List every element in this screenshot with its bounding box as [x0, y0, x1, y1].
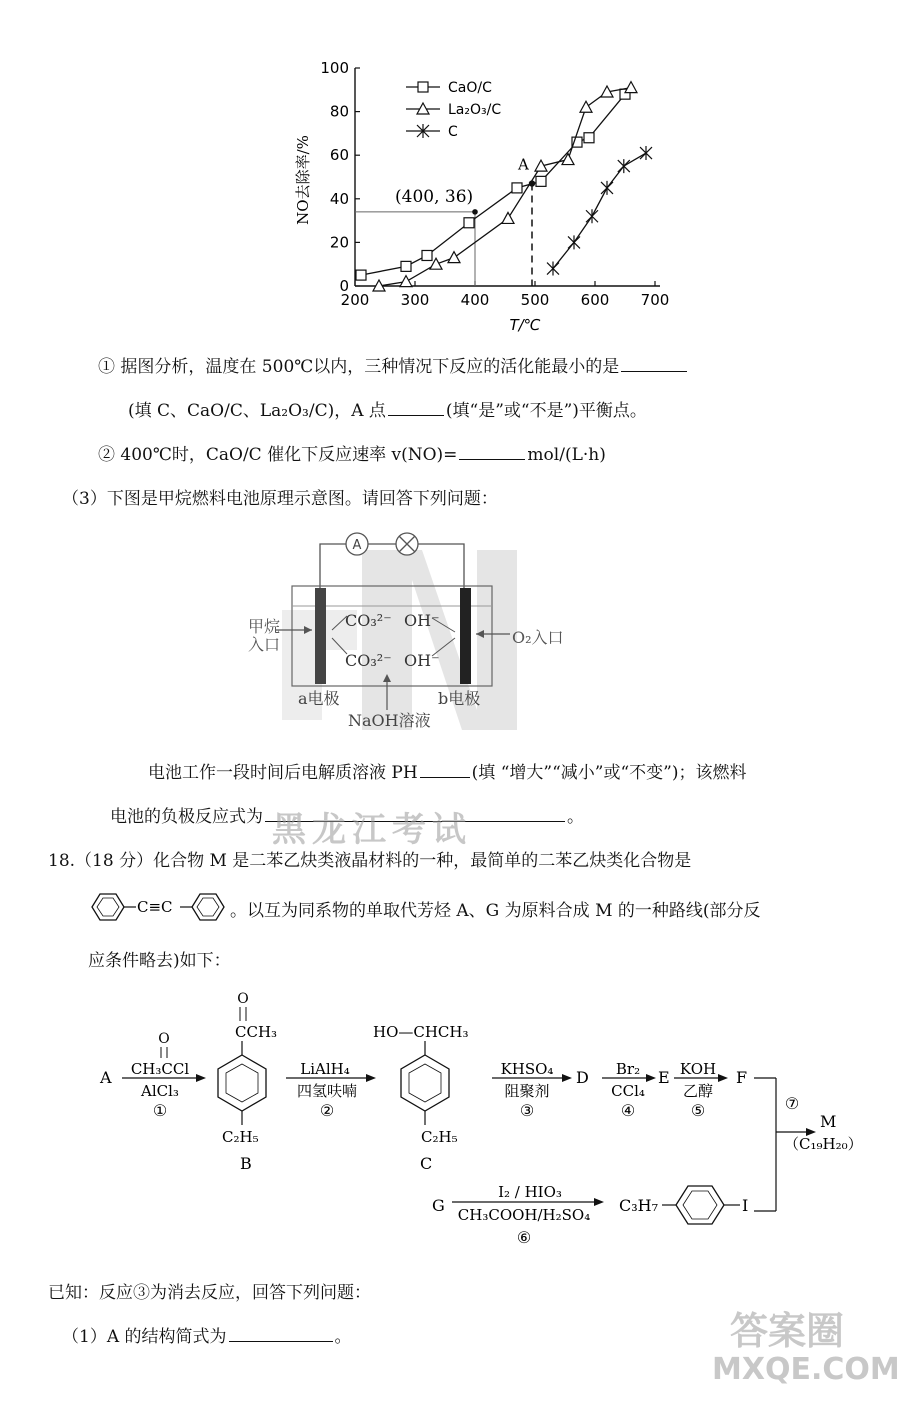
q3-text2: 电池的负极反应式为 [110, 807, 263, 827]
compound-e: E [658, 1068, 670, 1087]
ion-hydroxide-2: OH⁻ [404, 651, 440, 670]
r2-reagent: LiAlH₄ [300, 1060, 350, 1078]
r2-solvent: 四氢呋喃 [296, 1082, 358, 1100]
y-tick-label: 60 [329, 146, 349, 165]
c-ethyl-group: C₂H₅ [421, 1128, 458, 1146]
data-point-cross [640, 146, 652, 160]
annotation-point-a: A [518, 155, 529, 174]
data-point-triangle [580, 101, 592, 112]
answer-blank[interactable] [229, 1340, 333, 1342]
legend-label: La₂O₃/C [448, 102, 502, 118]
x-tick-label: 300 [400, 291, 430, 309]
data-point-square [422, 250, 432, 260]
data-point-triangle [625, 82, 637, 93]
q18-line2 [88, 890, 888, 924]
legend-label: CaO/C [448, 80, 492, 96]
r3-number: ③ [519, 1101, 535, 1120]
x-tick-label: 200 [340, 291, 370, 309]
point-a [529, 180, 535, 186]
r5-reagent: KOH [679, 1060, 717, 1078]
q2-item2-text-b: mol/(L·h) [527, 445, 606, 465]
b-benzene-ring [218, 1055, 266, 1111]
series-line [553, 153, 646, 269]
r7-number: ⑦ [784, 1094, 800, 1113]
answer-blank[interactable] [420, 776, 470, 778]
q18-sub1-end: 。 [334, 1327, 352, 1347]
methane-inlet-label-1: 甲烷 [248, 617, 281, 636]
ion-carbonate-2: CO₃²⁻ [345, 651, 392, 670]
compound-f: F [736, 1068, 748, 1087]
c-hydroxyethyl-group: HO—CHCH₃ [373, 1023, 469, 1041]
m-formula: （C₁₉H₂₀） [784, 1135, 863, 1153]
iodide-propyl-group: C₃H₇ [619, 1196, 659, 1215]
answer-blank[interactable] [621, 370, 687, 372]
data-point-cross [618, 159, 630, 173]
q2-item1-line1 [98, 352, 689, 377]
q2-item1-line2 [128, 396, 647, 421]
y-tick-label: 20 [329, 233, 349, 252]
synthesis-scheme [90, 985, 880, 1255]
r1-oxygen: O [158, 1031, 170, 1047]
q18-known: 已知：反应③为消去反应，回答下列问题： [48, 1283, 371, 1303]
compound-d: D [576, 1068, 589, 1087]
b-ethyl-group: C₂H₅ [222, 1128, 259, 1146]
electrode-a-label: a电极 [298, 689, 340, 708]
q2-item1-text-b: (填 C、CaO/C、La₂O₃/C)，A 点 [128, 401, 386, 421]
r5-solvent: 乙醇 [682, 1082, 714, 1100]
q18-header: 18.（18 分）化合物 M 是二苯乙炔类液晶材料的一种，最简单的二苯乙炔类化合物是 [48, 851, 692, 871]
q2-item2-text-a: ② 400℃时，CaO/C 催化下反应速率 v(NO)= [98, 445, 458, 465]
data-point-square [464, 218, 474, 228]
series-cross [547, 146, 652, 276]
q18-sub1 [62, 1322, 352, 1347]
r6-number: ⑥ [516, 1228, 532, 1247]
data-point-square [512, 183, 522, 193]
q18-text-b: 应条件略去)如下： [88, 951, 231, 971]
r5-number: ⑤ [690, 1101, 706, 1120]
watermark-text: 黑龙江考试 [272, 810, 472, 850]
data-point-square [536, 176, 546, 186]
diphenylacetylene-structure [88, 890, 233, 924]
r1-catalyst: AlCl₃ [141, 1082, 179, 1100]
c-benzene-ring [401, 1055, 449, 1111]
data-point-triangle [448, 252, 460, 263]
data-point-square [356, 270, 366, 280]
q3-text-line1 [148, 758, 747, 783]
ion-carbonate-1: CO₃²⁻ [345, 611, 392, 630]
r4-solvent: CCl₄ [611, 1082, 645, 1100]
q3-text1-a: 电池工作一段时间后电解质溶液 PH [148, 763, 418, 783]
electrode-a [315, 588, 326, 684]
q3-text1-b: (填 “增大”“减小”或“不变”)；该燃料 [471, 763, 747, 783]
answer-blank[interactable] [459, 458, 525, 460]
data-point-cross [547, 262, 559, 276]
compound-g: G [432, 1196, 445, 1215]
x-tick-label: 600 [580, 291, 610, 309]
x-tick-label: 500 [520, 291, 550, 309]
electrode-b [460, 588, 471, 684]
electrolyte-label: NaOH溶液 [348, 711, 431, 730]
data-point-square [584, 133, 594, 143]
corner-watermark-logo: 答案圈 [730, 1309, 845, 1353]
r4-number: ④ [620, 1101, 636, 1120]
compound-m: M [820, 1112, 837, 1131]
series-line [361, 94, 625, 275]
compound-b: B [240, 1154, 252, 1173]
r6-conditions: CH₃COOH/H₂SO₄ [457, 1206, 591, 1224]
b-oxygen: O [237, 991, 249, 1007]
x-tick-label: 700 [640, 291, 670, 309]
data-point-triangle [400, 276, 412, 287]
r2-number: ② [319, 1101, 335, 1120]
q18-text-a: 。以互为同系物的单取代芳烃 A、G 为原料合成 M 的一种路线(部分反 [230, 901, 761, 921]
y-axis-label: NO去除率/% [294, 135, 312, 225]
q2-item1-text-a: ① 据图分析，温度在 500℃以内，三种情况下反应的活化能最小的是 [98, 357, 620, 377]
point-400-36 [472, 209, 478, 215]
fuel-cell-diagram [220, 528, 590, 733]
q3-intro: （3）下图是甲烷燃料电池原理示意图。请回答下列问题： [62, 489, 498, 509]
x-axis-label: T/℃ [509, 316, 541, 334]
iodine-atom: I [742, 1196, 749, 1215]
q2-item2-line [98, 440, 606, 465]
r1-reagent: CH₃CCl [130, 1060, 190, 1078]
electrode-b-label: b电极 [438, 689, 481, 708]
data-point-square [401, 261, 411, 271]
b-acetyl-group: CCH₃ [235, 1023, 278, 1041]
answer-blank[interactable] [388, 414, 444, 416]
data-point-triangle [502, 212, 514, 223]
r3-reagent: KHSO₄ [500, 1060, 554, 1078]
y-tick-label: 0 [339, 277, 349, 295]
annotation-400-36: (400, 36) [395, 186, 474, 207]
data-point-cross [586, 209, 598, 223]
corner-watermark-url: MXQE.COM [712, 1352, 900, 1387]
alkyne-label: C≡C [137, 898, 173, 916]
x-tick-label: 400 [460, 291, 490, 309]
y-tick-label: 100 [320, 59, 349, 77]
y-tick-label: 80 [329, 102, 349, 121]
data-point-square [418, 82, 428, 92]
y-tick-label: 40 [329, 189, 349, 208]
legend-label: C [448, 124, 458, 140]
r4-reagent: Br₂ [615, 1060, 641, 1078]
ion-hydroxide-1: OH⁻ [404, 611, 440, 630]
r3-inhibitor: 阻聚剂 [504, 1082, 550, 1100]
oxygen-inlet-label: O₂入口 [512, 628, 564, 647]
r1-number: ① [152, 1101, 168, 1120]
q3-text2-end: 。 [567, 807, 584, 827]
q18-sub1-text: （1）A 的结构简式为 [62, 1327, 227, 1347]
chart-legend [406, 80, 501, 140]
methane-inlet-label-2: 入口 [248, 635, 281, 654]
data-point-cross [601, 181, 613, 195]
r6-reagent: I₂ / HIO₃ [498, 1183, 562, 1201]
no-removal-chart [280, 50, 700, 340]
ammeter-label: A [352, 538, 362, 553]
data-point-triangle [562, 154, 574, 165]
compound-c: C [420, 1154, 433, 1173]
data-point-cross [568, 235, 580, 249]
q2-item1-text-c: (填“是”或“不是”)平衡点。 [445, 401, 647, 421]
compound-a: A [100, 1068, 112, 1087]
